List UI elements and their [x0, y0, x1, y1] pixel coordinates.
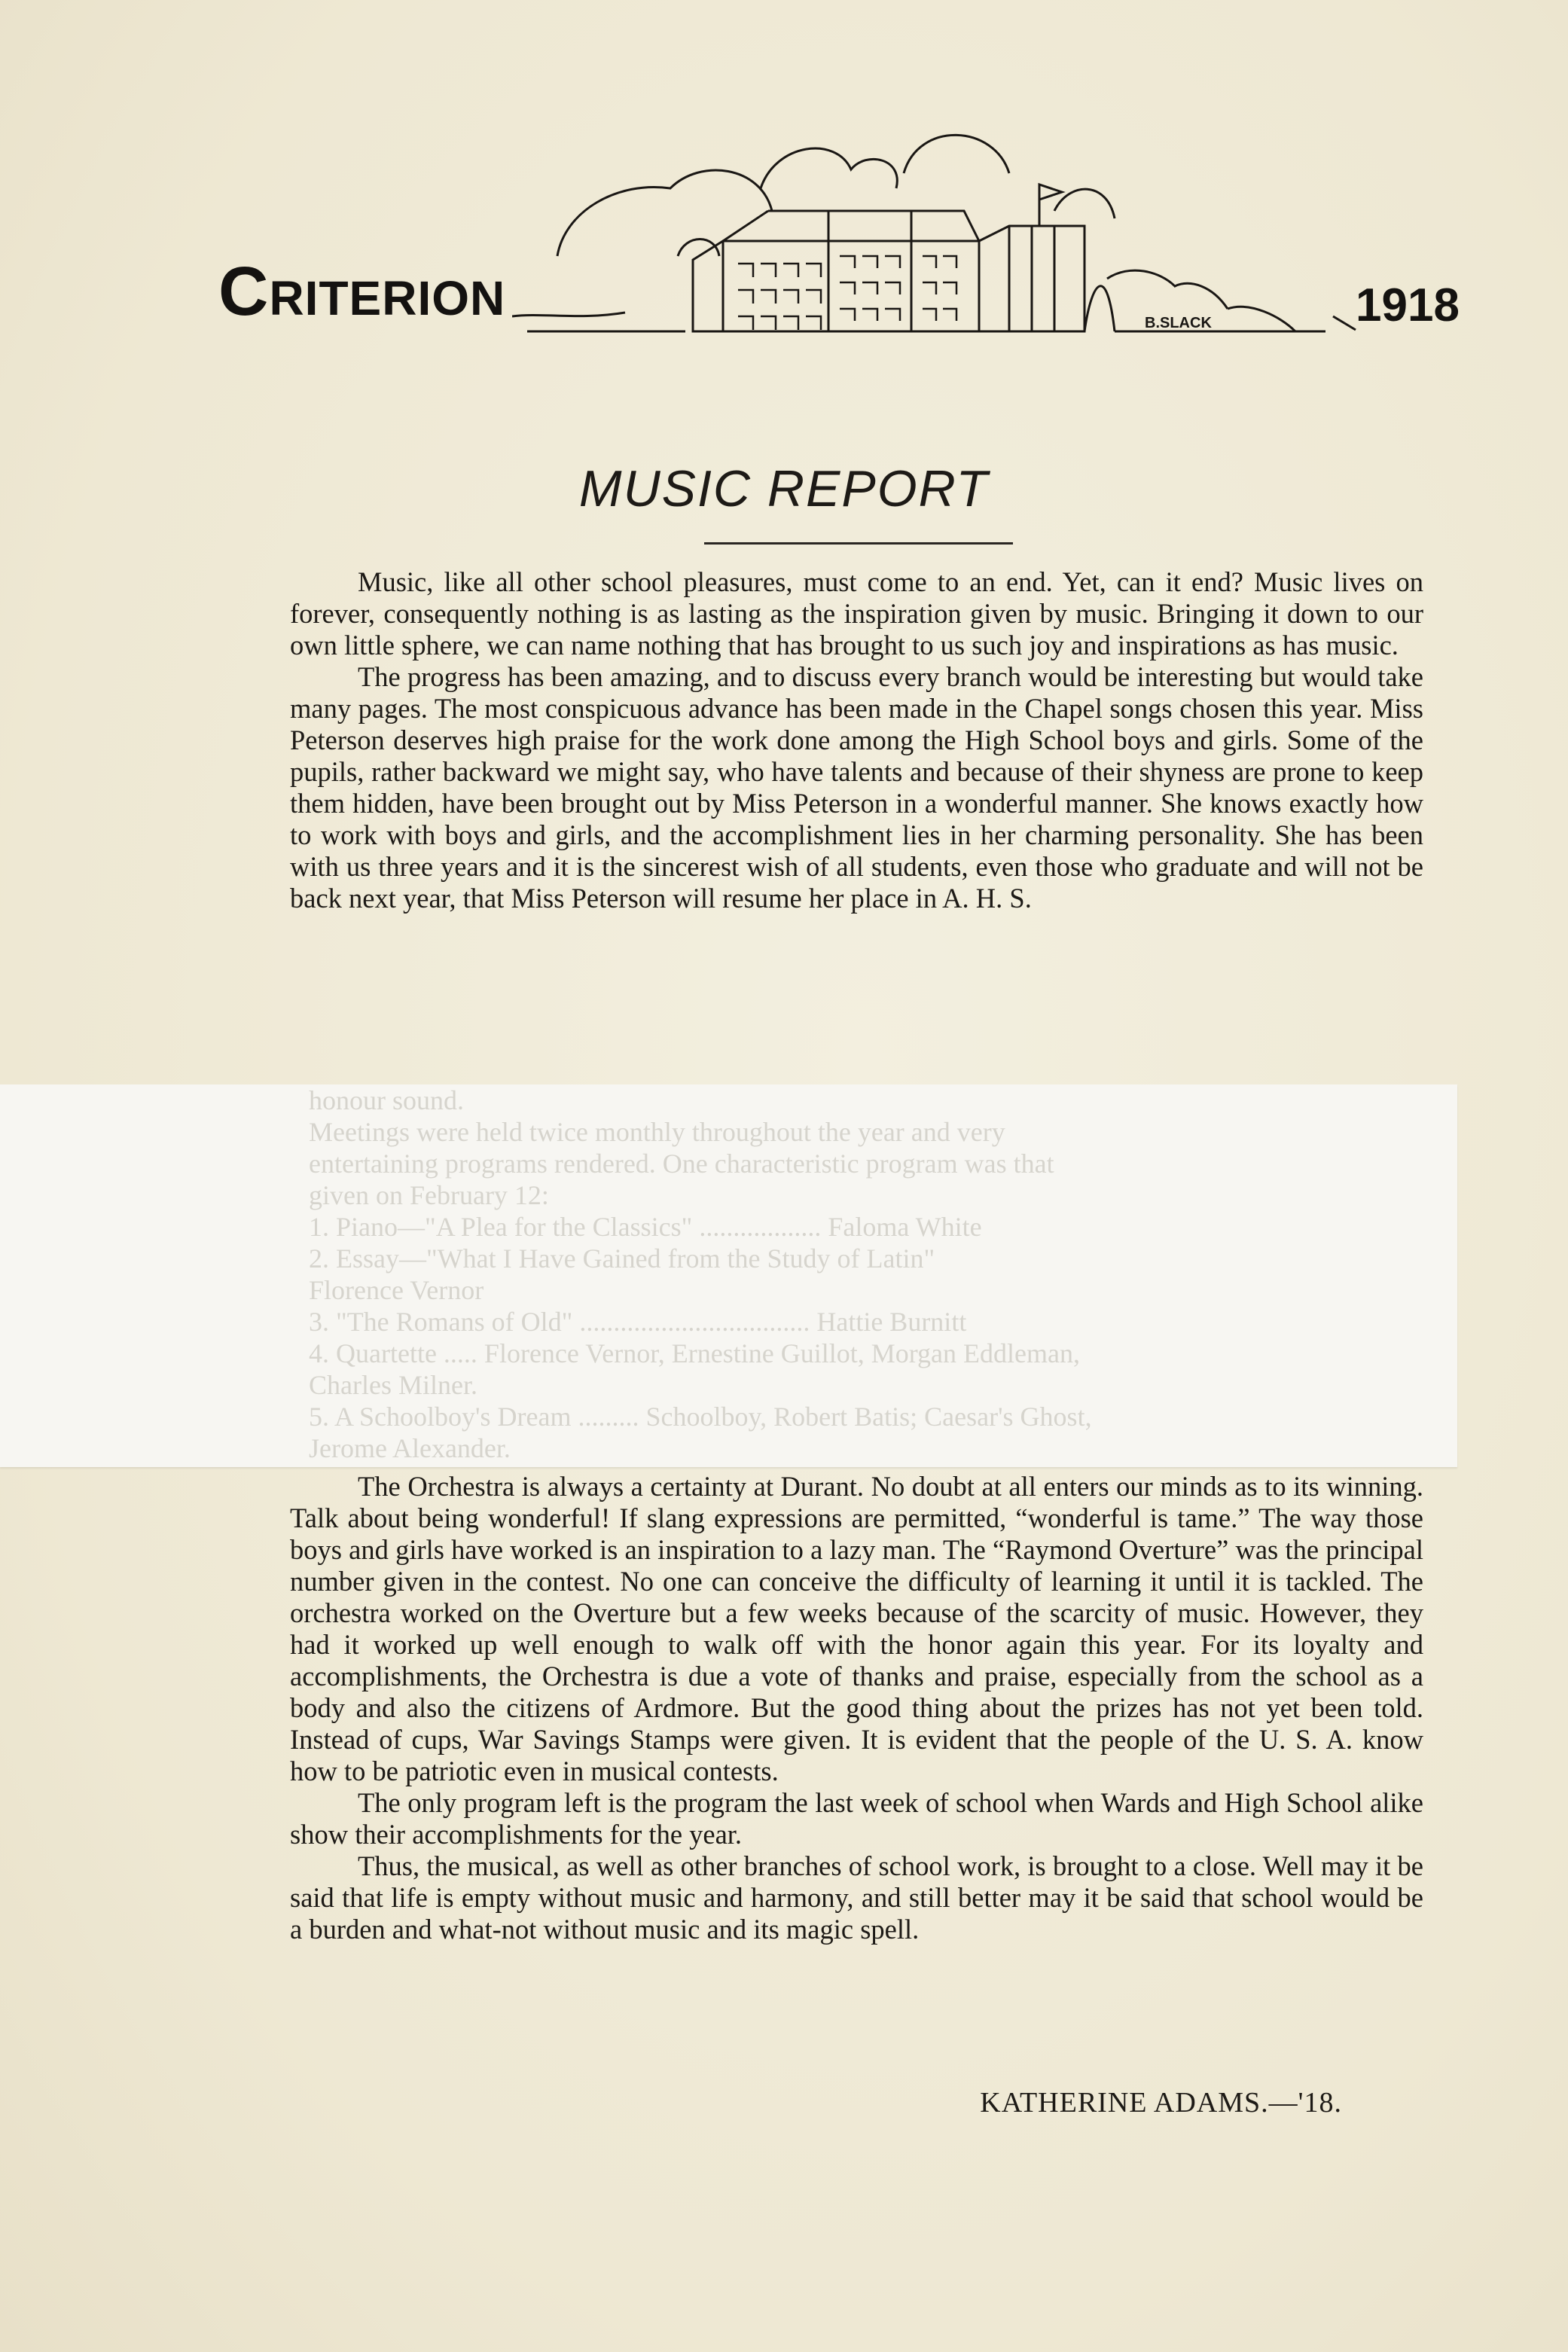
faded-line: honour sound.	[309, 1085, 464, 1115]
faded-line: Meetings were held twice monthly throughout the year and very	[309, 1117, 1005, 1147]
faded-line: 5. A Schoolboy's Dream ......... Schoolboy, Robert Batis; Caesar's Ghost,	[309, 1402, 1092, 1432]
author-signature: KATHERINE ADAMS.—'18.	[980, 2087, 1342, 2119]
title-divider	[704, 542, 1013, 545]
faded-line: given on February 12:	[309, 1180, 549, 1210]
paragraph: The only program left is the program the last week of school when Wards and High School alike show their accomplishments for the year.	[290, 1787, 1423, 1850]
article-body-top	[290, 566, 1423, 914]
faded-line: 4. Quartette ..... Florence Vernor, Ernestine Guillot, Morgan Eddleman,	[309, 1338, 1080, 1368]
faded-line: Charles Milner.	[309, 1370, 477, 1400]
paragraph: The progress has been amazing, and to discuss every branch would be interesting but would take many pages. The most conspicuous advance has been made in the Chapel songs chosen this year. Miss Peterson deserves high praise for the work done among the High School boys and girls. Some of the pupils, rather backward we might say, who have talents and because of their shyness are prone to keep them hidden, have been brought out by Miss Peterson in a wonderful manner. She knows exactly how to work with boys and girls, and the accomplishment lies in her charming personality. She has been with us three years and it is the sincerest wish of all students, even those who graduate and will not be back next year, that Miss Peterson will resume her place in A. H. S.	[290, 661, 1423, 914]
artist-signature: B.SLACK	[1145, 315, 1212, 331]
page-title: MUSIC REPORT	[578, 460, 990, 517]
faded-line: 2. Essay—"What I Have Gained from the Study of Latin"	[309, 1243, 935, 1274]
faded-line: 1. Piano—"A Plea for the Classics" .................. Faloma White	[309, 1212, 982, 1242]
article-body-bottom	[290, 1471, 1423, 1945]
paragraph: The Orchestra is always a certainty at Durant. No doubt at all enters our minds as to its winning. Talk about being wonderful! If slang expressions are permitted, “wonderful is tame.” The way those boys and girls have worked is an inspiration to a lazy man. The “Raymond Overture” was the principal number given in the contest. No one can conceive the difficulty of learning it until it is tackled. The orchestra worked on the Overture but a few weeks because of the scarcity of music. However, they had it worked up well enough to walk off with the honor again this year. For its loyalty and accomplishments, the Orchestra is due a vote of thanks and praise, especially from the school as a body and also the citizens of Ardmore. But the good thing about the prizes has not yet been told. Instead of cups, War Savings Stamps were given. It is evident that the people of the U. S. A. know how to be patriotic even in musical contests.	[290, 1471, 1423, 1786]
obscured-text	[309, 1084, 1438, 1469]
paragraph: Music, like all other school pleasures, must come to an end. Yet, can it end? Music lives on forever, consequently nothing is as lasting as the inspiration given by music. Bringing it down to our own little sphere, we can name nothing that has brought to us such joy and inspirations as has music.	[290, 566, 1423, 660]
masthead	[211, 128, 1491, 354]
faded-line: Florence Vernor	[309, 1275, 484, 1305]
paragraph: Thus, the musical, as well as other branches of school work, is brought to a close. Well may it be said that life is empty without music and harmony, and still better may it be said that school would be a burden and what-not without music and its magic spell.	[290, 1850, 1423, 1945]
masthead-year: 1918	[1356, 279, 1460, 331]
faded-line: Jerome Alexander.	[309, 1433, 511, 1463]
faded-line: entertaining programs rendered. One characteristic program was that	[309, 1149, 1054, 1179]
masthead-title: Criterion	[218, 253, 506, 330]
faded-line: 3. "The Romans of Old" .................................. Hattie Burnitt	[309, 1307, 967, 1337]
school-building-illustration	[512, 128, 1438, 346]
